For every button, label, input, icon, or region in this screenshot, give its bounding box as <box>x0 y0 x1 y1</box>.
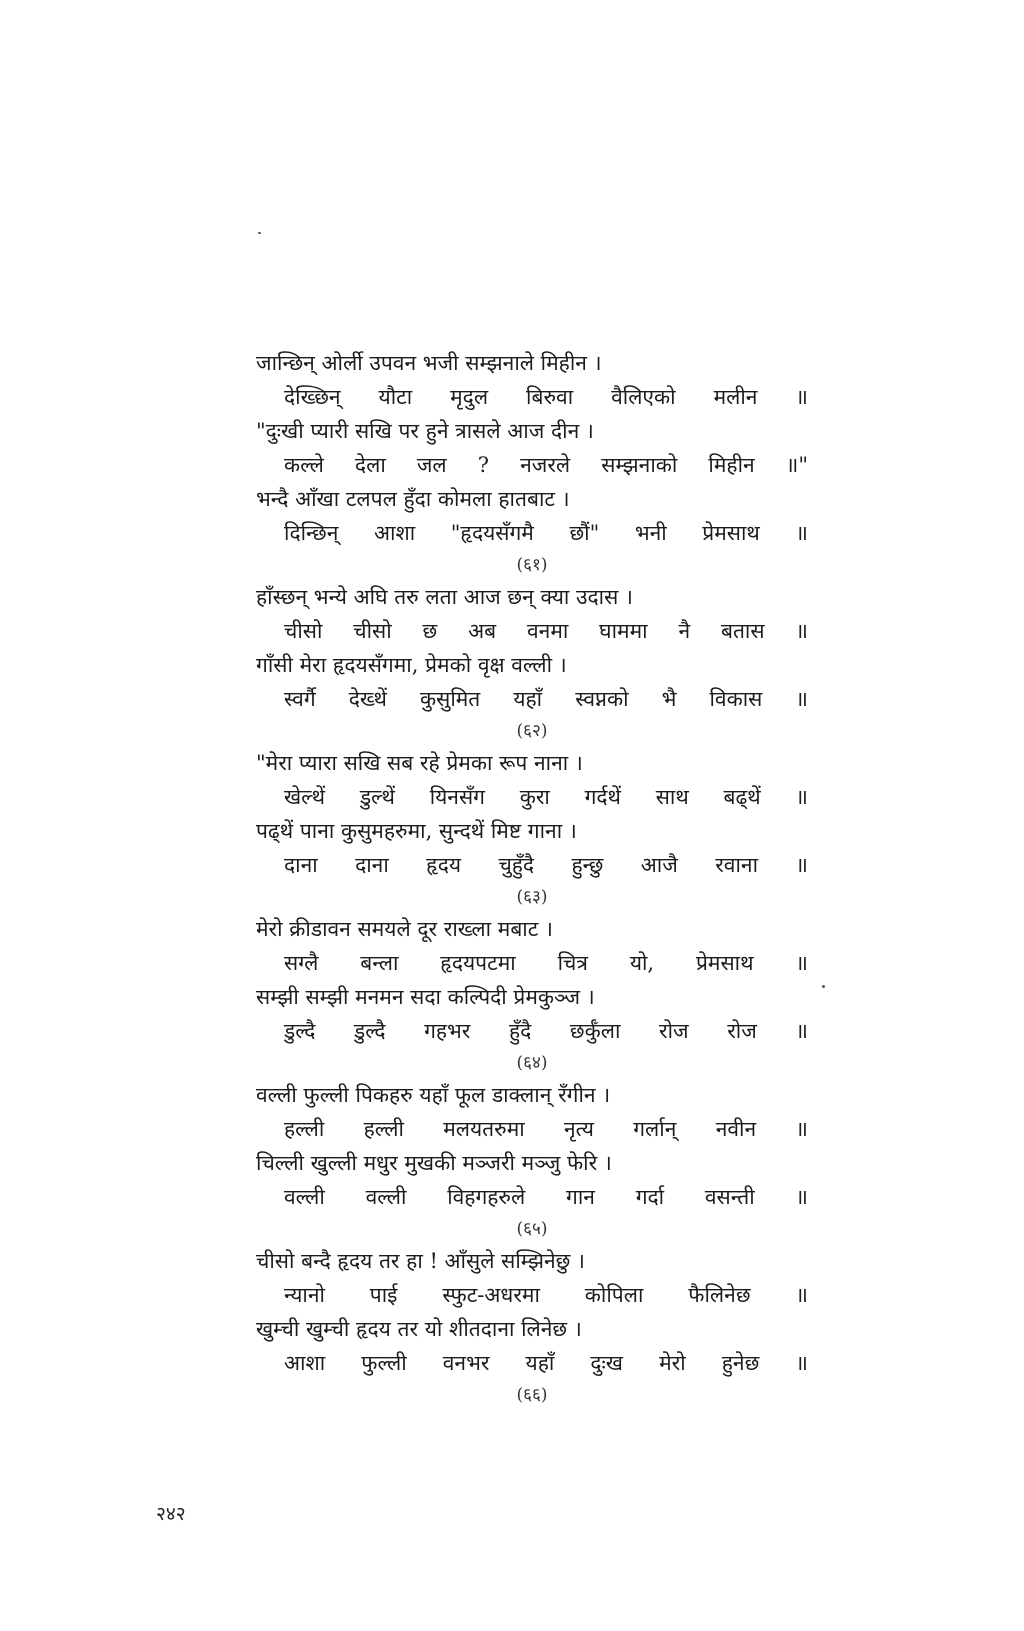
verse-line: "मेरा प्यारा सखि सब रहे प्रेमका रूप नाना । <box>256 751 583 775</box>
verse-line: हाँस्छन् भन्ये अघि तरु लता आज छन् क्या उदास । <box>256 585 633 609</box>
verse-line: स्वर्गै देख्थें कुसुमित यहाँ स्वप्नको भै विकास ॥ <box>284 687 808 711</box>
verse-line: खेल्थें डुल्थें यिनसँग कुरा गर्दथें साथ बढ्थें ॥ <box>284 785 808 809</box>
verse-line: चीसो बन्दै हृदय तर हा ! आँसुले सम्झिनेछु । <box>256 1249 586 1273</box>
stanza-number: (६४) <box>516 1053 548 1073</box>
stanza <box>256 746 808 912</box>
verse-line: न्यानो पाई स्फुट-अधरमा कोपिला फैलिनेछ ॥ <box>284 1283 808 1307</box>
print-speck <box>258 232 261 234</box>
verse-line: दाना दाना हृदय चुहुँदै हुन्छु आजै रवाना ॥ <box>284 853 808 877</box>
stanza-number: (६६) <box>516 1385 548 1405</box>
verse-line: पढ्थें पाना कुसुमहरुमा, सुन्दथें मिष्ट गाना । <box>256 819 577 843</box>
stanza-number: (६२) <box>516 721 548 741</box>
verse-line: देख्छिन् यौटा मृदुल बिरुवा वैलिएको मलीन ॥ <box>284 385 808 409</box>
verse-line: मेरो क्रीडावन समयले दूर राख्ला मबाट । <box>256 917 553 941</box>
verse-line: दिन्छिन् आशा "हृदयसँगमै छौं" भनी प्रेमसाथ ॥ <box>284 521 808 545</box>
stanza <box>256 580 808 746</box>
verse-line: आशा फुल्ली वनभर यहाँ दुःख मेरो हुनेछ ॥ <box>284 1351 808 1375</box>
stanza-number: (६३) <box>516 887 548 907</box>
poem-body <box>256 346 808 1410</box>
stanza-number: (६१) <box>516 555 548 575</box>
verse-line: हल्ली हल्ली मलयतरुमा नृत्य गर्लान् नवीन ॥ <box>284 1117 808 1141</box>
page-number: २४२ <box>156 1503 186 1525</box>
stanza <box>256 912 808 1078</box>
verse-line: चिल्ली खुल्ली मधुर मुखकी मञ्जरी मञ्जु फेरि । <box>256 1151 612 1175</box>
verse-line: जान्छिन् ओर्ली उपवन भजी सम्झनाले मिहीन । <box>256 351 602 375</box>
print-speck <box>822 985 825 988</box>
stanza-number: (६५) <box>516 1219 548 1239</box>
verse-line: डुल्दै डुल्दै गहभर हुँदै छर्कुँला रोज रोज ॥ <box>284 1019 808 1043</box>
verse-line: वल्ली फुल्ली पिकहरु यहाँ फूल डाक्लान् रँगीन । <box>256 1083 611 1107</box>
stanza <box>256 1078 808 1244</box>
stanza <box>256 346 808 580</box>
verse-line: कल्ले देला जल ? नजरले सम्झनाको मिहीन ॥" <box>284 453 808 477</box>
verse-line: सम्झी सम्झी मनमन सदा कल्पिदी प्रेमकुञ्ज । <box>256 985 595 1009</box>
verse-line: सग्लै बन्ला हृदयपटमा चित्र यो, प्रेमसाथ ॥ <box>284 951 808 975</box>
verse-line: गाँसी मेरा हृदयसँगमा, प्रेमको वृक्ष वल्ली । <box>256 653 567 677</box>
stanza <box>256 1244 808 1410</box>
verse-line: भन्दै आँखा टलपल हुँदा कोमला हातबाट । <box>256 487 570 511</box>
verse-line: "दुःखी प्यारी सखि पर हुने त्रासले आज दीन । <box>256 419 594 443</box>
verse-line: वल्ली वल्ली विहगहरुले गान गर्दा वसन्ती ॥ <box>284 1185 808 1209</box>
verse-line: खुम्ची खुम्ची हृदय तर यो शीतदाना लिनेछ । <box>256 1317 582 1341</box>
verse-line: चीसो चीसो छ अब वनमा घाममा नै बतास ॥ <box>284 619 808 643</box>
